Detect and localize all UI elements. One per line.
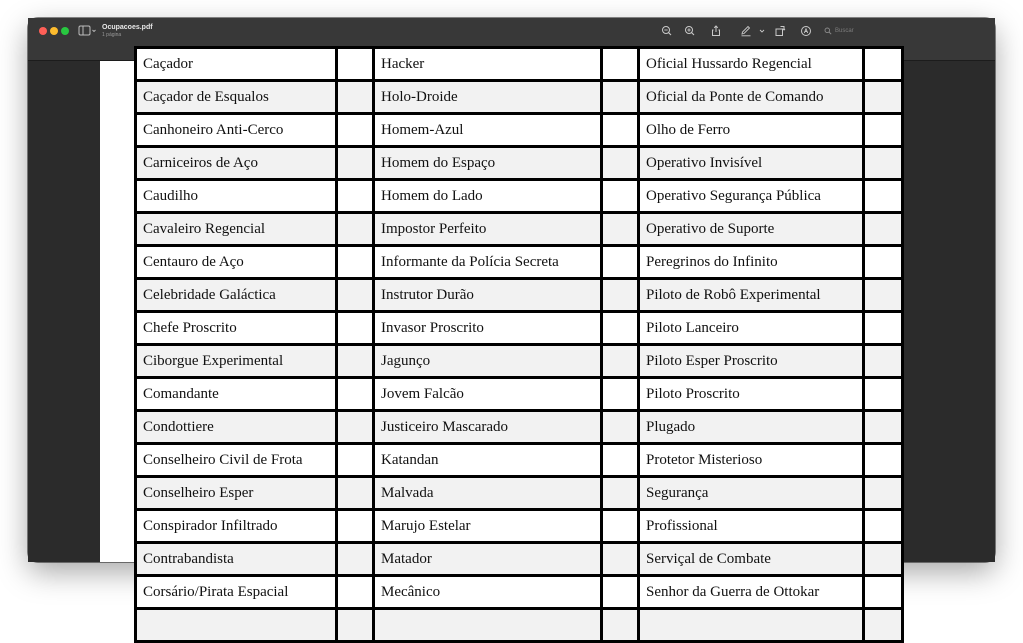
table-cell: Operativo Invisível xyxy=(640,148,862,178)
document-title-block xyxy=(102,23,153,39)
blank-cell xyxy=(603,82,637,112)
table-cell xyxy=(137,610,335,640)
blank-cell xyxy=(865,247,901,277)
table-cell: Olho de Ferro xyxy=(640,115,862,145)
table-cell: Protetor Misterioso xyxy=(640,445,862,475)
page-count: 1 página xyxy=(102,32,122,38)
blank-cell xyxy=(865,346,901,376)
table-cell: Profissional xyxy=(640,511,862,541)
table-cell: Conspirador Infiltrado xyxy=(137,511,335,541)
table-cell: Piloto Lanceiro xyxy=(640,313,862,343)
table-cell: Canhoneiro Anti-Cerco xyxy=(137,115,335,145)
blank-cell xyxy=(865,544,901,574)
blank-cell xyxy=(603,181,637,211)
table-cell: Homem do Lado xyxy=(375,181,600,211)
table-cell: Katandan xyxy=(375,445,600,475)
blank-cell xyxy=(338,577,372,607)
pdf-page xyxy=(100,55,890,600)
table-cell: Jovem Falcão xyxy=(375,379,600,409)
chevron-down-icon[interactable] xyxy=(754,23,770,39)
table-cell: Corsário/Pirata Espacial xyxy=(137,577,335,607)
table-cell: Matador xyxy=(375,544,600,574)
window-title: Ocupacoes.pdf xyxy=(102,24,153,31)
blank-cell xyxy=(338,445,372,475)
blank-cell xyxy=(603,610,637,640)
blank-cell xyxy=(603,280,637,310)
table-cell: Impostor Perfeito xyxy=(375,214,600,244)
blank-cell xyxy=(603,313,637,343)
blank-cell xyxy=(865,214,901,244)
table-cell: Justiceiro Mascarado xyxy=(375,412,600,442)
blank-cell xyxy=(603,346,637,376)
table-cell: Oficial da Ponte de Comando xyxy=(640,82,862,112)
blank-cell xyxy=(338,610,372,640)
zoom-out-icon[interactable] xyxy=(659,23,675,39)
blank-cell xyxy=(603,379,637,409)
table-cell: Segurança xyxy=(640,478,862,508)
table-cell: Piloto Proscrito xyxy=(640,379,862,409)
table-cell: Instrutor Durão xyxy=(375,280,600,310)
search-icon xyxy=(824,22,832,40)
table-cell: Ciborgue Experimental xyxy=(137,346,335,376)
blank-cell xyxy=(338,346,372,376)
blank-cell xyxy=(603,148,637,178)
table-cell: Plugado xyxy=(640,412,862,442)
blank-cell xyxy=(865,115,901,145)
blank-cell xyxy=(603,214,637,244)
occupations-table xyxy=(134,46,904,643)
table-cell: Caçador de Esqualos xyxy=(137,82,335,112)
blank-cell xyxy=(865,478,901,508)
blank-cell xyxy=(865,379,901,409)
table-cell: Cavaleiro Regencial xyxy=(137,214,335,244)
blank-cell xyxy=(338,181,372,211)
table-cell: Senhor da Guerra de Ottokar xyxy=(640,577,862,607)
blank-cell xyxy=(865,610,901,640)
table-cell: Celebridade Galáctica xyxy=(137,280,335,310)
table-cell: Operativo de Suporte xyxy=(640,214,862,244)
table-cell: Peregrinos do Infinito xyxy=(640,247,862,277)
pencil-markup-icon[interactable] xyxy=(738,23,754,39)
table-cell: Informante da Polícia Secreta xyxy=(375,247,600,277)
close-window-button[interactable] xyxy=(39,27,47,35)
table-cell: Hacker xyxy=(375,49,600,79)
document-viewport[interactable] xyxy=(28,55,995,600)
blank-cell xyxy=(865,181,901,211)
blank-cell xyxy=(603,412,637,442)
blank-cell xyxy=(865,280,901,310)
blank-cell xyxy=(865,313,901,343)
table-cell: Operativo Segurança Pública xyxy=(640,181,862,211)
blank-cell xyxy=(603,478,637,508)
zoom-window-button[interactable] xyxy=(61,27,69,35)
table-cell: Conselheiro Esper xyxy=(137,478,335,508)
search-placeholder: Buscar xyxy=(835,28,854,34)
table-cell: Oficial Hussardo Regencial xyxy=(640,49,862,79)
blank-cell xyxy=(338,412,372,442)
table-cell: Mecânico xyxy=(375,577,600,607)
blank-cell xyxy=(865,511,901,541)
table-cell: Contrabandista xyxy=(137,544,335,574)
blank-cell xyxy=(338,478,372,508)
blank-cell xyxy=(338,511,372,541)
blank-cell xyxy=(603,577,637,607)
table-cell: Holo-Droide xyxy=(375,82,600,112)
table-cell: Carniceiros de Aço xyxy=(137,148,335,178)
blank-cell xyxy=(865,412,901,442)
blank-cell xyxy=(338,49,372,79)
blank-cell xyxy=(338,247,372,277)
table-cell: Piloto Esper Proscrito xyxy=(640,346,862,376)
blank-cell xyxy=(603,247,637,277)
table-cell: Chefe Proscrito xyxy=(137,313,335,343)
table-cell: Condottiere xyxy=(137,412,335,442)
table-cell: Homem-Azul xyxy=(375,115,600,145)
blank-cell xyxy=(603,445,637,475)
blank-cell xyxy=(865,82,901,112)
search-field[interactable] xyxy=(824,24,924,38)
table-cell: Comandante xyxy=(137,379,335,409)
blank-cell xyxy=(338,148,372,178)
sidebar-toggle-icon[interactable] xyxy=(78,24,98,38)
table-cell: Piloto de Robô Experimental xyxy=(640,280,862,310)
blank-cell xyxy=(338,544,372,574)
blank-cell xyxy=(603,115,637,145)
table-cell xyxy=(375,610,600,640)
blank-cell xyxy=(603,544,637,574)
table-cell: Caudilho xyxy=(137,181,335,211)
minimize-window-button[interactable] xyxy=(50,27,58,35)
table-cell: Marujo Estelar xyxy=(375,511,600,541)
blank-cell xyxy=(338,379,372,409)
blank-cell xyxy=(603,511,637,541)
blank-cell xyxy=(338,115,372,145)
blank-cell xyxy=(338,313,372,343)
table-cell: Caçador xyxy=(137,49,335,79)
zoom-in-icon[interactable] xyxy=(682,23,698,39)
blank-cell xyxy=(865,49,901,79)
annotate-circle-icon[interactable] xyxy=(798,23,814,39)
blank-cell xyxy=(338,280,372,310)
table-cell: Jagunço xyxy=(375,346,600,376)
table-cell: Serviçal de Combate xyxy=(640,544,862,574)
blank-cell xyxy=(603,49,637,79)
table-cell: Malvada xyxy=(375,478,600,508)
rotate-icon[interactable] xyxy=(772,23,788,39)
blank-cell xyxy=(338,82,372,112)
table-cell: Centauro de Aço xyxy=(137,247,335,277)
table-cell: Conselheiro Civil de Frota xyxy=(137,445,335,475)
blank-cell xyxy=(865,148,901,178)
table-cell: Homem do Espaço xyxy=(375,148,600,178)
blank-cell xyxy=(865,577,901,607)
blank-cell xyxy=(338,214,372,244)
preview-window xyxy=(28,18,995,600)
blank-cell xyxy=(865,445,901,475)
table-cell: Invasor Proscrito xyxy=(375,313,600,343)
share-icon[interactable] xyxy=(708,23,724,39)
table-cell xyxy=(640,610,862,640)
